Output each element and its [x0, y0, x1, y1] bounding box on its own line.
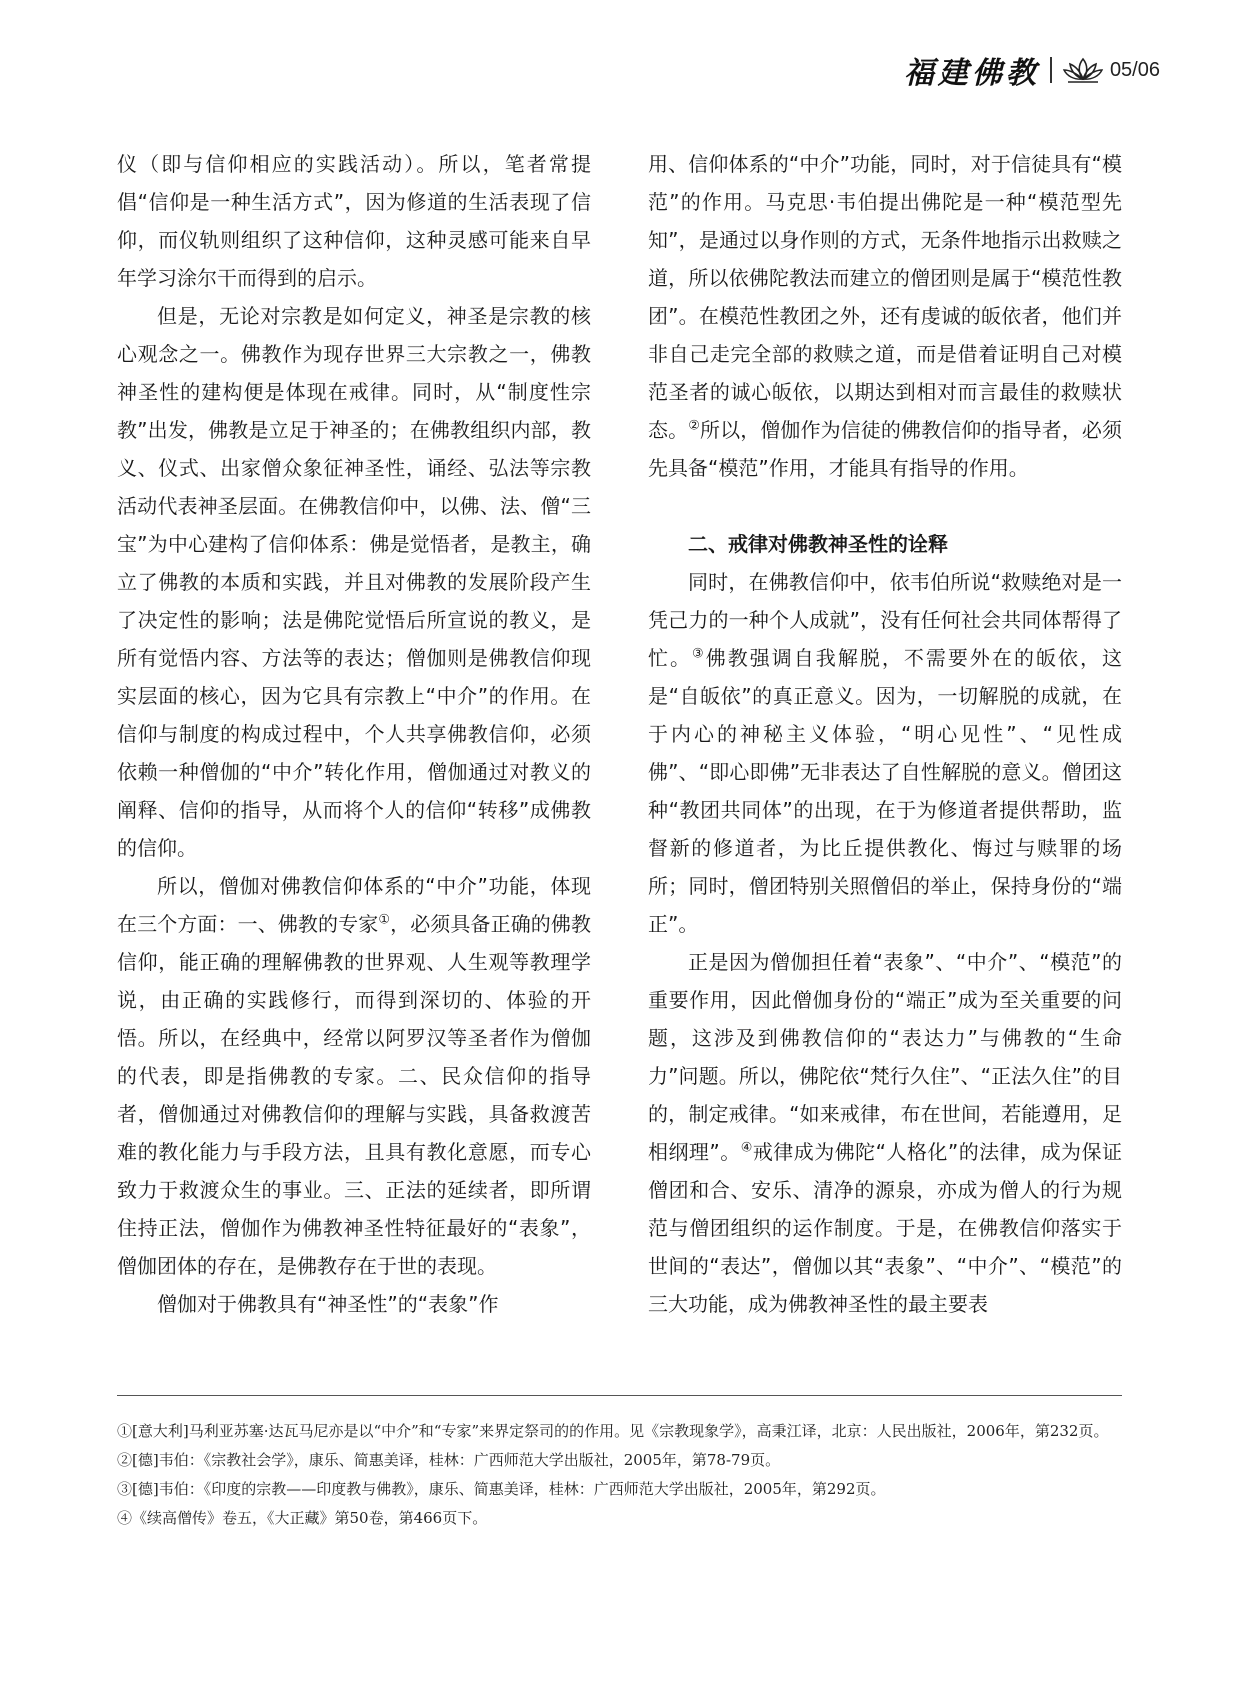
paragraph: 同时，在佛教信仰中，依韦伯所说“救赎绝对是一凭己力的一种个人成就”，没有任何社会共同体帮得了忙。③佛教强调自我解脱，不需要外在的皈依，这是“自皈依”的真正意义。因为，一切解脱的成就，在于内心的神秘主义体验，“明心见性”、“见性成佛”、“即心即佛”无非表达了自性解脱的意义。僧团这种“教团共同体”的出现，在于为修道者提供帮助，监督新的修道者，为比丘提供教化、悔过与赎罪的场所；同时，僧团特别关照僧侣的举止，保持身份的“端正”。 [648, 570, 1123, 936]
magazine-title: 福建佛教 [903, 56, 1040, 91]
paragraph: 正是因为僧伽担任着“表象”、“中介”、“模范”的重要作用，因此僧伽身份的“端正”成为至关重要的问题，这涉及到佛教信仰的“表达力”与佛教的“生命力”问题。所以，佛陀依“梵行久住”、“正法久住”的目的，制定戒律。“如来戒律，布在世间，若能遵用，足相纲理”。④戒律成为佛陀“人格化”的法律，成为保证僧团和合、安乐、清净的源泉，亦成为僧人的行为规范与僧团组织的运作制度。于是，在佛教信仰落实于世间的“表达”，僧伽以其“表象”、“中介”、“模范”的三大功能，成为佛教神圣性的最主要表 [648, 950, 1122, 1316]
footnote-item: ①[意大利]马利亚苏塞·达瓦马尼亦是以“中介”和“专家”来界定祭司的的作用。见《宗教现象学》，高秉江译，北京：人民出版社，2006年，第232页。 [117, 1422, 1109, 1440]
header-divider [1050, 57, 1052, 83]
left-column [117, 145, 591, 1323]
footnote-ref[interactable]: ① [378, 912, 391, 928]
footnote-item: ④《续高僧传》卷五，《大正藏》第50卷，第466页下。 [117, 1509, 488, 1527]
body-columns [117, 145, 1122, 1323]
paragraph: 僧伽对于佛教具有“神圣性”的“表象”作 [157, 1292, 499, 1316]
issue-number: 05/06 [1109, 58, 1160, 81]
footnote-item: ③[德]韦伯：《印度的宗教——印度教与佛教》，康乐、简惠美译，桂林：广西师范大学出版社，2005年，第292页。 [117, 1480, 886, 1498]
paragraph: 仪（即与信仰相应的实践活动）。所以，笔者常提倡“信仰是一种生活方式”，因为修道的生活表现了信仰，而仪轨则组织了这种信仰，这种灵感可能来自早年学习涂尔干而得到的启示。 [117, 152, 591, 290]
paragraph: 所以，僧伽对佛教信仰体系的“中介”功能，体现在三个方面：一、佛教的专家①，必须具备正确的佛教信仰，能正确的理解佛教的世界观、人生观等教理学说，由正确的实践修行，而得到深切的、体验的开悟。所以，在经典中，经常以阿罗汉等圣者作为僧伽的代表，即是指佛教的专家。二、民众信仰的指导者，僧伽通过对佛教信仰的理解与实践，具备救渡苦难的教化能力与手段方法，且具有教化意愿，而专心致力于救渡众生的事业。三、正法的延续者，即所谓住持正法，僧伽作为佛教神圣性特征最好的“表象”，僧伽团体的存在，是佛教存在于世的表现。 [117, 874, 592, 1278]
section-heading: 二、戒律对佛教神圣性的诠释 [688, 532, 948, 556]
footnote-ref[interactable]: ④ [740, 1140, 753, 1156]
lotus-icon [1062, 55, 1104, 85]
footnote-ref[interactable]: ② [688, 418, 700, 434]
footnotes [117, 1417, 1122, 1533]
right-column [648, 145, 1122, 1323]
paragraph: 但是，无论对宗教是如何定义，神圣是宗教的核心观念之一。佛教作为现存世界三大宗教之一，佛教神圣性的建构便是体现在戒律。同时，从“制度性宗教”出发，佛教是立足于神圣的；在佛教组织内部，教义、仪式、出家僧众象征神圣性，诵经、弘法等宗教活动代表神圣层面。在佛教信仰中，以佛、法、僧“三宝”为中心建构了信仰体系：佛是觉悟者，是教主，确立了佛教的本质和实践，并且对佛教的发展阶段产生了决定性的影响；法是佛陀觉悟后所宣说的教义，是所有觉悟内容、方法等的表达；僧伽则是佛教信仰现实层面的核心，因为它具有宗教上“中介”的作用。在信仰与制度的构成过程中，个人共享佛教信仰，必须依赖一种僧伽的“中介”转化作用，僧伽通过对教义的阐释、信仰的指导，从而将个人的信仰“转移”成佛教的信仰。 [117, 304, 591, 860]
footnote-divider [117, 1395, 1122, 1396]
footnote-ref[interactable]: ③ [692, 646, 706, 662]
paragraph: 用、信仰体系的“中介”功能，同时，对于信徒具有“模范”的作用。马克思·韦伯提出佛陀是一种“模范型先知”，是通过以身作则的方式，无条件地指示出救赎之道，所以依佛陀教法而建立的僧团则是属于“模范性教团”。在模范性教团之外，还有虔诚的皈依者，他们并非自己走完全部的救赎之道，而是借着证明自己对模范圣者的诚心皈依，以期达到相对而言最佳的救赎状态。②所以，僧伽作为信徒的佛教信仰的指导者，必须先具备“模范”作用，才能具有指导的作用。 [648, 152, 1123, 480]
footnote-item: ②[德]韦伯：《宗教社会学》，康乐、简惠美译，桂林：广西师范大学出版社，2005年，第78-79页。 [117, 1451, 781, 1469]
page-header [904, 48, 1160, 92]
